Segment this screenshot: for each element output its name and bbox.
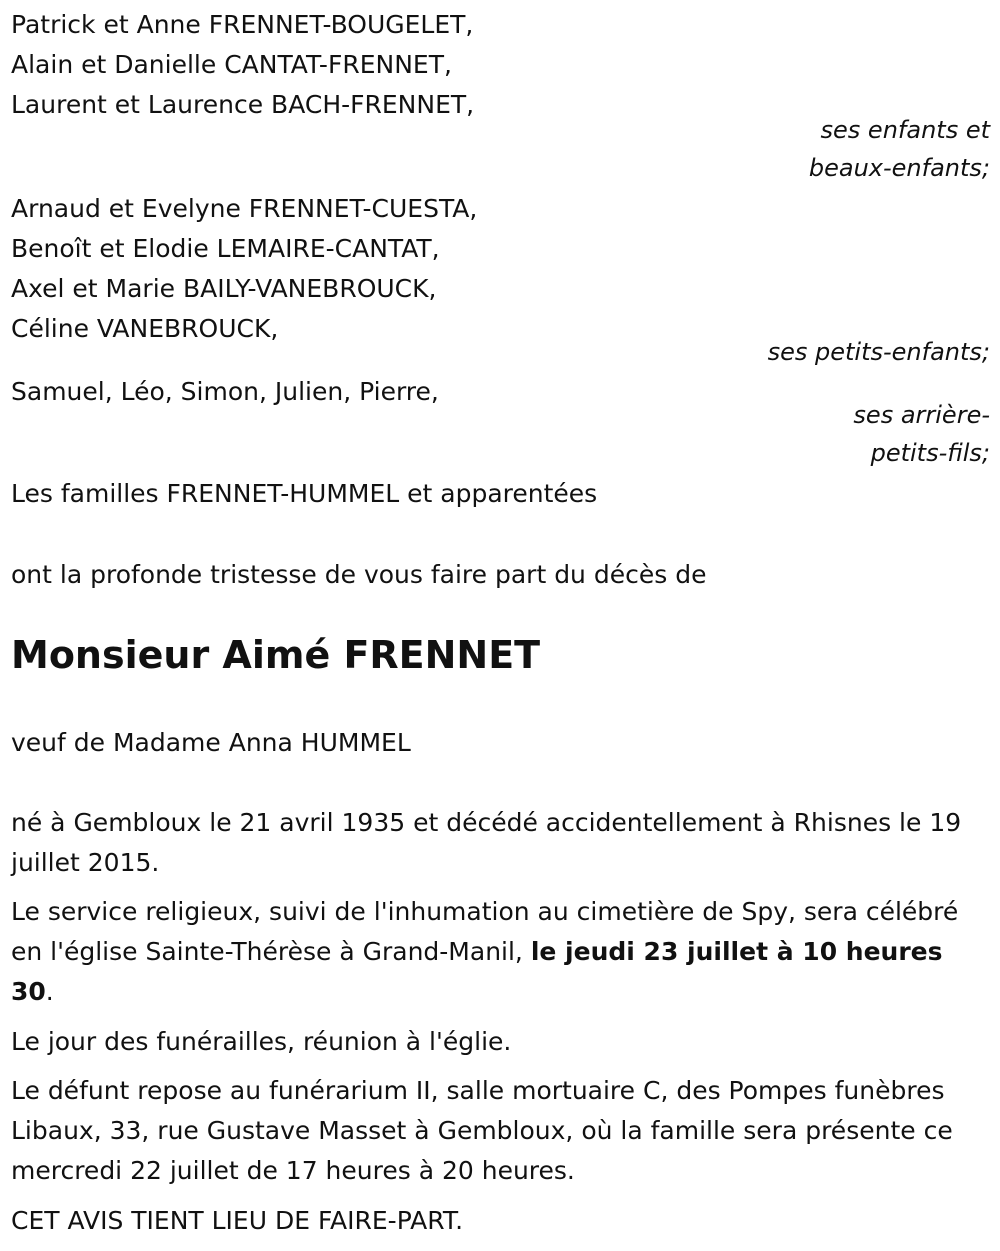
great-grandchildren-names xyxy=(11,372,439,412)
children-role xyxy=(809,111,990,187)
grandchildren-role-line: ses petits-enfants; xyxy=(767,338,990,366)
child-name-1: Patrick et Anne FRENNET-BOUGELET, xyxy=(11,10,474,39)
families-line xyxy=(11,474,597,514)
grandchild-name-3: Axel et Marie BAILY-VANEBROUCK, xyxy=(11,274,437,303)
widower-text: veuf de Madame Anna HUMMEL xyxy=(11,728,411,757)
funeral-day-paragraph: Le jour des funérailles, réunion à l'églie. xyxy=(11,1027,512,1056)
children-role-line1: ses enfants et xyxy=(820,116,990,144)
families-text: Les familles FRENNET-HUMMEL et apparentées xyxy=(11,479,598,508)
great-grandchildren-role-line2: petits-fils; xyxy=(870,439,990,467)
announcement-line xyxy=(11,555,706,595)
deceased-name: Monsieur Aimé FRENNET xyxy=(11,633,541,677)
great-grandchildren-role xyxy=(853,396,990,472)
service-date: le jeudi 23 juillet à 10 heures 30 xyxy=(11,937,943,1006)
child-name-2: Alain et Danielle CANTAT-FRENNET, xyxy=(11,50,452,79)
closing-line: CET AVIS TIENT LIEU DE FAIRE-PART. xyxy=(11,1206,464,1235)
grandchild-name-2: Benoît et Elodie LEMAIRE-CANTAT, xyxy=(11,234,440,263)
children-role-line2: beaux-enfants; xyxy=(808,154,990,182)
grandchild-name-4: Céline VANEBROUCK, xyxy=(11,314,279,343)
great-grandchildren-role-line1: ses arrière- xyxy=(853,401,990,429)
great-grandchildren-line: Samuel, Léo, Simon, Julien, Pierre, xyxy=(11,377,439,406)
children-names xyxy=(11,5,474,125)
service-paragraph xyxy=(11,892,981,1012)
repose-paragraph: Le défunt repose au funérarium II, salle mortuaire C, des Pompes funèbres Libaux, 33, rue Gustave Masset à Gembloux, où la famille sera présente ce mercredi 22 juillet de 17 heures à 20 heures. xyxy=(11,1076,953,1185)
birth-death-paragraph: né à Gembloux le 21 avril 1935 et décédé accidentellement à Rhisnes le 19 juillet 2015. xyxy=(11,808,962,877)
service-text: Le service religieux, suivi de l'inhumation au cimetière de Spy, sera célébré en l'église Sainte-Thérèse à Grand-Manil, xyxy=(11,897,959,966)
announcement-text: ont la profonde tristesse de vous faire part du décès de xyxy=(11,560,707,589)
grandchild-name-1: Arnaud et Evelyne FRENNET-CUESTA, xyxy=(11,194,478,223)
grandchildren-role xyxy=(768,333,990,371)
widower-line xyxy=(11,723,411,763)
child-name-3: Laurent et Laurence BACH-FRENNET, xyxy=(11,90,475,119)
grandchildren-names xyxy=(11,189,477,349)
service-end: . xyxy=(45,977,54,1006)
